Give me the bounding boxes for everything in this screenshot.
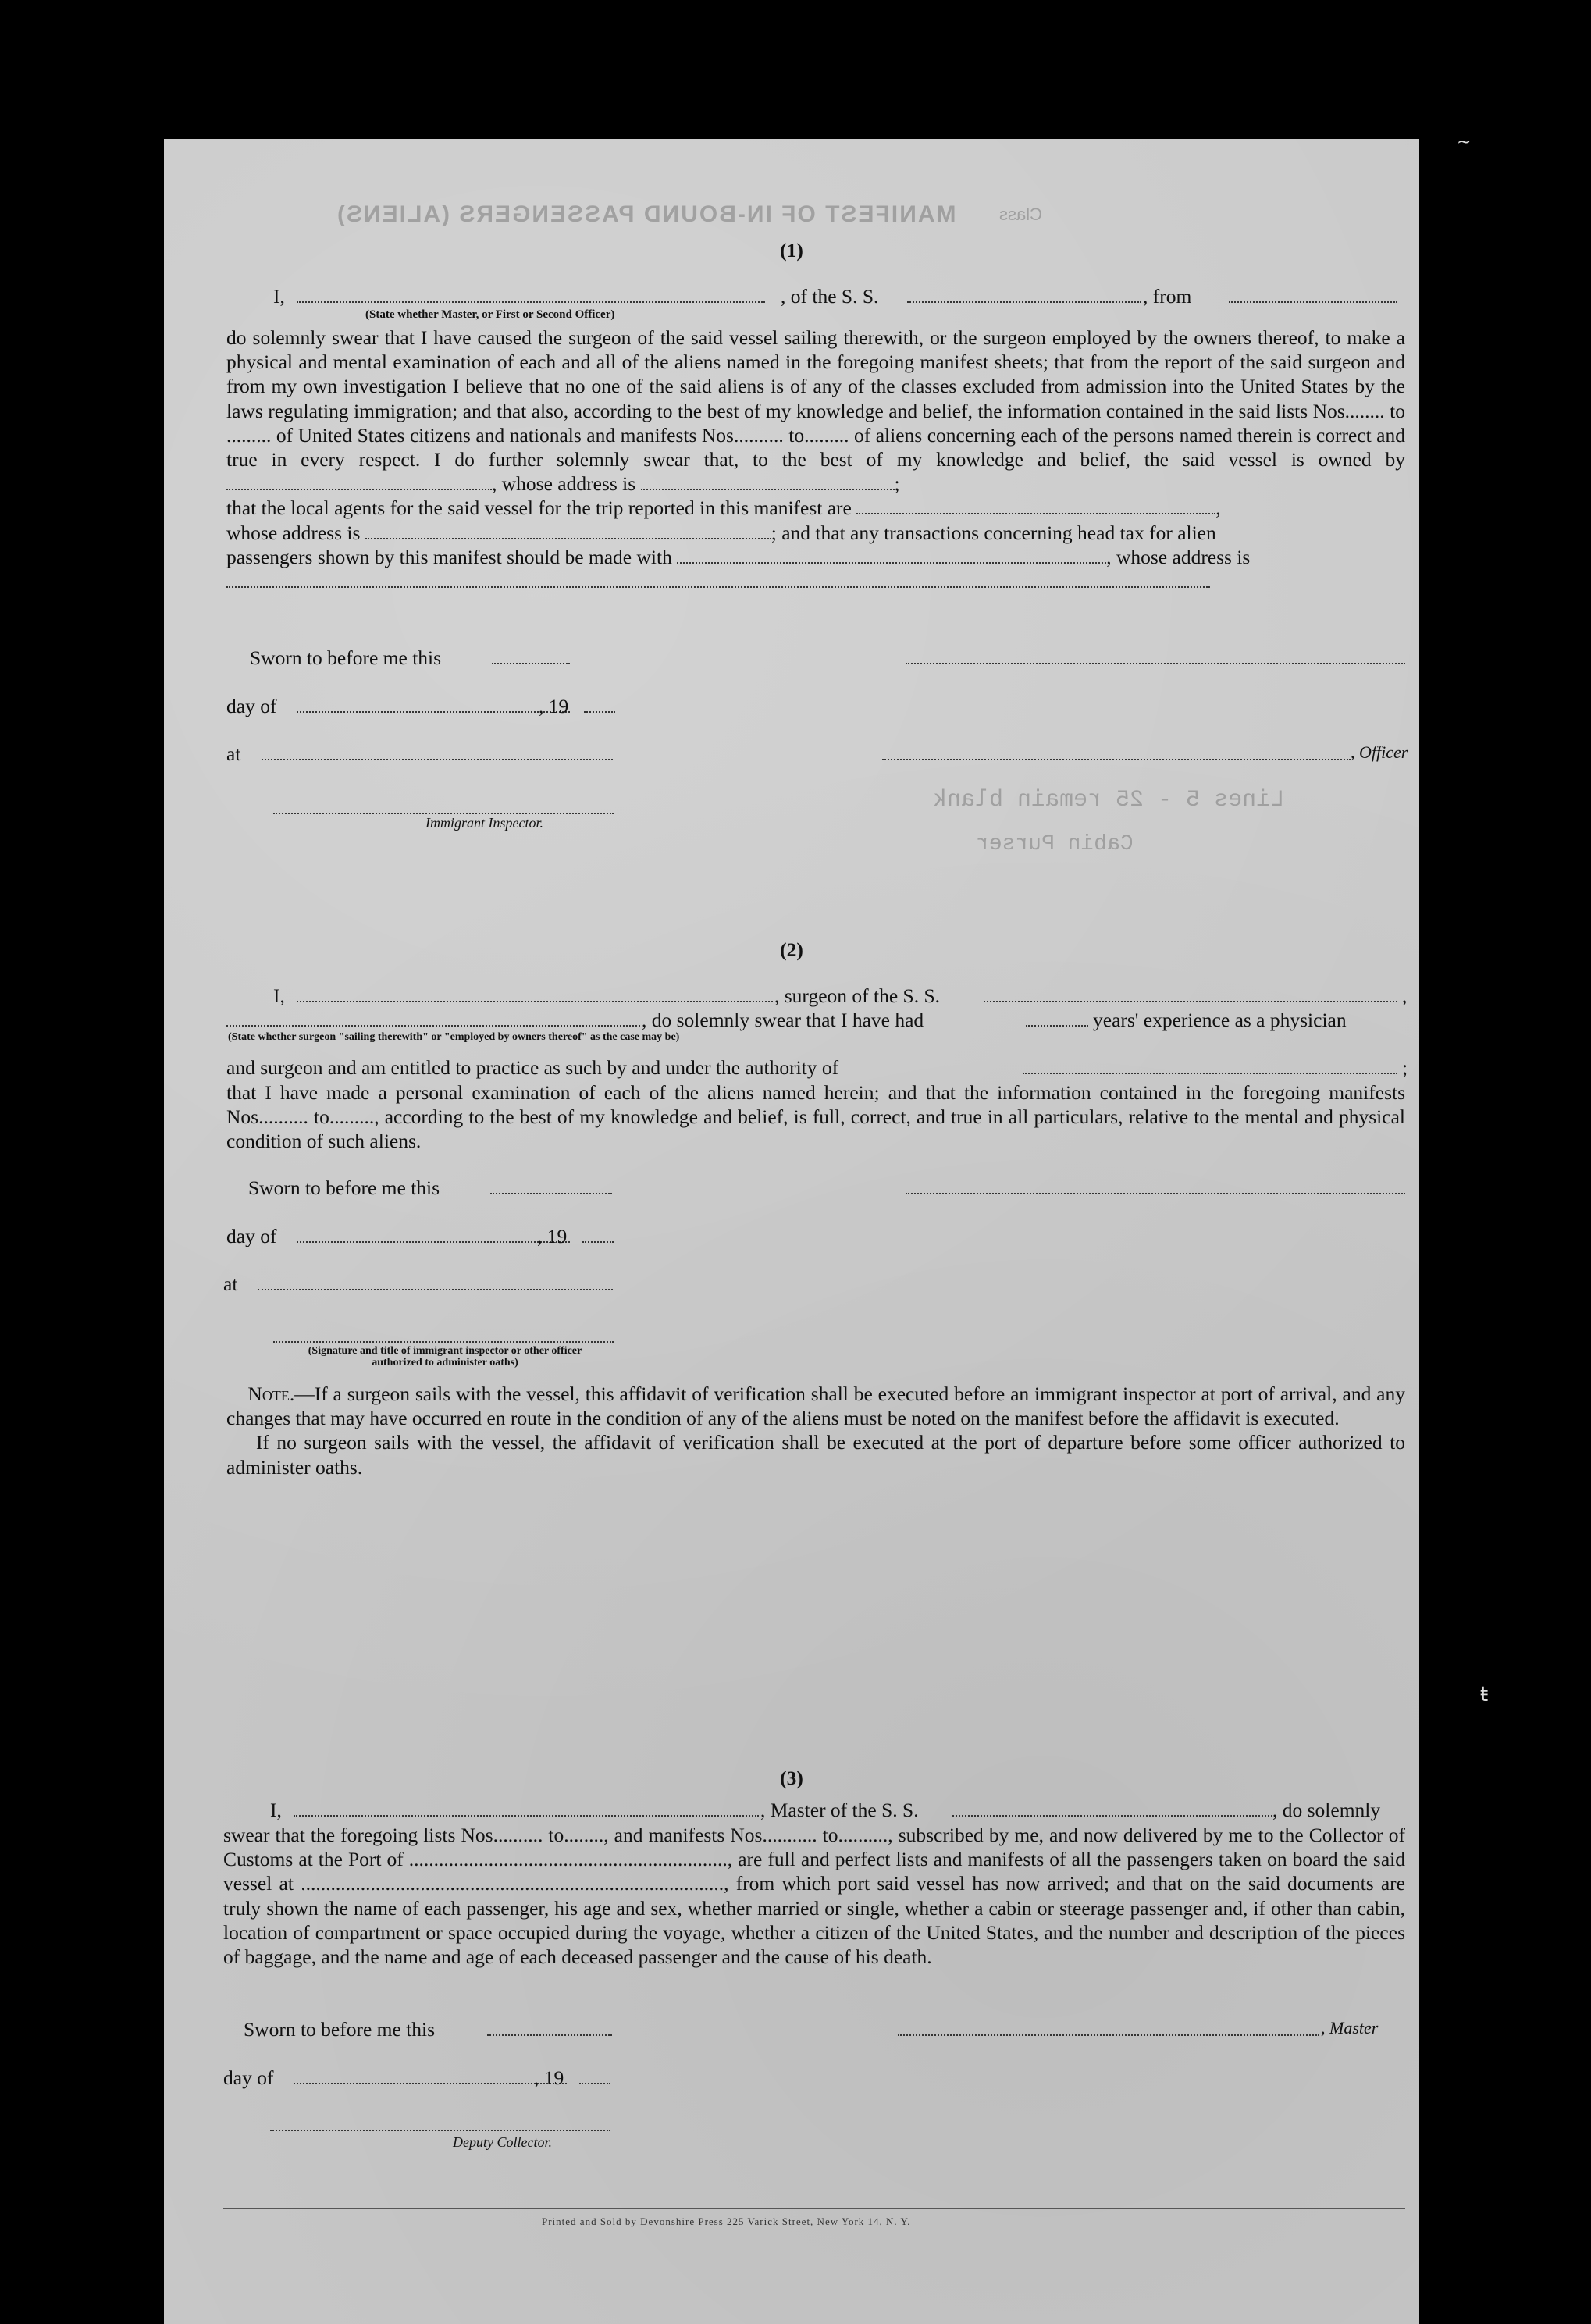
s3-name-field (294, 1815, 759, 1817)
s1-inspector-caption: Immigrant Inspector. (425, 815, 543, 831)
section-1-number: (1) (780, 239, 803, 262)
s2-day-field (297, 1241, 570, 1243)
s3-paragraph: swear that the foregoing lists Nos.......... to........, and manifests Nos........... to.........., subscribed by me, and now delivered by me to the Collector of Customs at the Port of ................................................................, are full and perfect lists and manifests of all the passengers taken on board the said vessel at ....................................................................................., from which port said vessel has now arrived; and that on the said documents are truly shown the name of each passenger, his age and sex, whether married or single, whether a cabin or steerage passenger and, if other than cabin, location of compartment or space occupied during the voyage, whether a citizen of the United States, and the number and description of the pieces of baggage, and the name and age of each deceased passenger and the cause of his death. (223, 1824, 1405, 1969)
s3-master-label: , Master (1321, 2018, 1379, 2038)
s3-day-field (294, 2083, 567, 2084)
s1-at-field (262, 759, 613, 760)
s2-status-field (226, 1025, 640, 1027)
s1-name-field (297, 301, 765, 303)
bleed-through-purser: Cabin Purser (976, 832, 1134, 856)
s3-vessel-field (952, 1815, 1272, 1817)
s1-day-of: day of (226, 695, 277, 717)
s2-sworn-field (490, 1193, 612, 1194)
s2-at: at (223, 1272, 238, 1295)
punch-hole (1478, 2050, 1518, 2091)
s2-inspector-field (273, 1341, 614, 1343)
s2-I: I, (273, 984, 285, 1007)
s3-sworn-field (487, 2034, 612, 2036)
s1-officer-note: (State whether Master, or First or Second Officer) (365, 308, 615, 321)
printer-imprint: Printed and Sold by Devonshire Press 225 Varick Street, New York 14, N. Y. (542, 2215, 911, 2227)
s2-name-field (297, 1001, 773, 1002)
s1-officer-field (882, 759, 1351, 760)
s2-paragraph: that I have made a personal examination of each of the aliens named herein; and that the information contained in the foregoing manifests Nos.......... to........., according to the best of my knowledge and belief, is full, correct, and true in all particulars, relative to the mental and physical condition of such aliens. (226, 1081, 1405, 1153)
s1-I: I, (273, 285, 285, 308)
bleed-through-class: Class (999, 205, 1043, 224)
s3-collector-field (270, 2130, 610, 2131)
s2-years-experience: years' experience as a physician (1093, 1009, 1347, 1031)
s1-sworn: Sworn to before me this (250, 646, 442, 669)
s1-inspector-field (273, 813, 614, 814)
s3-sworn: Sworn to before me this (244, 2018, 436, 2041)
s1-officer-label: , Officer (1351, 742, 1408, 762)
s1-year-field (584, 711, 615, 713)
s1-from-field (1229, 301, 1397, 303)
s3-master-of: , Master of the S. S. (760, 1799, 919, 1821)
s2-note-paragraph: Note.—If a surgeon sails with the vessel, this affidavit of verification shall be executed before an immigrant inspector at port of arrival, and any changes that may have occurred en route in the condition of any of the aliens must be noted on the manifest before the affidavit is executed. If no surgeon sails with the vessel, the affidavit of verification shall be executed at the port of departure before some officer authorized to administer oaths. (226, 1383, 1405, 1479)
punch-hole (1481, 1198, 1522, 1239)
s3-year-field (579, 2083, 610, 2084)
bleed-through-title: MANIFEST OF IN-BOUND PASSENGERS (ALIENS) (336, 201, 956, 227)
footer-rule (223, 2208, 1405, 2209)
manifest-sheet: MANIFEST OF IN-BOUND PASSENGERS (ALIENS) Class Lines 5 - 25 remain blank Cabin Purser (1) I, , of the S. S. , from (State whether Master, or First or Second Officer) do solemnly swear that I have caused the surgeon of the said vessel sailing therewith, or the surgeon employed by the owners thereof, to make a physical and mental examination of each and all of the aliens named in the foregoing manifest sheets; that from the report of the said surgeon and from my own investigation I believe that no one of the said aliens is of any of the classes excluded from admission into the United States by the laws regulating immigration; and that also, according to the best of my knowledge and belief, the information contained in the said lists Nos........ to ......... of United States citizens and nationals and manifests Nos.......... to......... of aliens concerning each of the persons named therein is correct and true in every respect. I do further solemnly swear that, to the best of my knowledge and belief, the said vessel is owned by, whose address is ; that the local agents for the said vessel for the trip reported in this manifest are , whose address is ; and that any transactions concerning head tax for alien passengers shown by this manifest should be made with , whose address is Sworn to before me this day of , 19 at , Officer Immigrant Inspector. (2) I, , surgeon of the S. S. , , do solemnly swear that I have had years' experience as a physician (State whether surgeon "sailing therewith" or "employed by owners thereof" as the case may be) and surgeon and am entitled to practice as such by and under the authority of ; that I have made a personal examination of each of the aliens named herein; and that the information contained in the foregoing manifests Nos.......... to........., according to the best of my knowledge and belief, is full, correct, and true in all particulars, relative to the mental and physical condition of such aliens. Sworn to before me this day of , 19 at (Signature and title of immigrant inspector or other officer authorized to administer oaths) Note.—If a surgeon sails with the vessel, this affidavit of verification shall be executed before an immigrant inspector at port of arrival, and any changes that may have occurred en route in the condition of any of the aliens must be noted on the manifest before the affidavit is executed. If no surgeon sails with the vessel, the affidavit of verification shall be executed at the port of departure before some officer authorized to administer oaths. (3) I, , Master of the S. S. , do solemnly swear that the foregoing lists Nos.......... to........, and manifests Nos........... to.........., subscribed by me, and now delivered by me to the Collector of Customs at the Port of ................................................................, are full and perfect lists and manifests of all the passengers taken on board the said vessel at ....................................................................................., from which port said vessel has now arrived; and that on the said documents are truly shown the name of each passenger, his age and sex, whether married or single, whether a cabin or steerage passenger and, if other than cabin, location of compartment or space occupied during the voyage, whether a citizen of the United States, and the number and description of the pieces of baggage, and the name and age of each deceased passenger and the cause of his death. Sworn to before me this , Master day of , 19 Deputy Collector. Printed and Sold by Devonshire Press 225 Varick Street, New York 14, N. Y. (164, 139, 1419, 2324)
bleed-through-lines-blank: Lines 5 - 25 remain blank (933, 787, 1285, 813)
s1-of-ss: , of the S. S. (781, 285, 879, 308)
s1-signature-field (906, 663, 1405, 664)
s3-I: I, (270, 1799, 282, 1821)
s2-vessel-field (984, 1001, 1397, 1002)
s2-year: , 19 (537, 1225, 568, 1247)
s1-sworn-field (492, 663, 570, 664)
s1-from: , from (1143, 285, 1192, 308)
s1-paragraph: do solemnly swear that I have caused the surgeon of the said vessel sailing therewith, or the surgeon employed by the owners thereof, to make a physical and mental examination of each and all of the aliens named in the foregoing manifest sheets; that from the report of the said surgeon and from my own investigation I believe that no one of the said aliens is of any of the classes excluded from admission into the United States by the laws regulating immigration; and that also, according to the best of my knowledge and belief, the information contained in the said lists Nos........ to ......... of United States citizens and nationals and manifests Nos.......... to......... of aliens concerning each of the persons named therein is correct and true in every respect. I do further solemnly swear that, to the best of my knowledge and belief, the said vessel is owned by, whose address is ; that the local agents for the said vessel for the trip reported in this manifest are , whose address is ; and that any transactions concerning head tax for alien passengers shown by this manifest should be made with , whose address is (226, 326, 1405, 593)
s2-swear: , do solemnly swear that I have had (642, 1009, 924, 1031)
s1-at: at (226, 742, 241, 765)
s3-collector-caption: Deputy Collector. (453, 2134, 552, 2150)
s3-day-of: day of (223, 2066, 274, 2089)
s2-year-field (582, 1241, 614, 1243)
s2-signature-field (906, 1193, 1405, 1194)
s3-year: , 19 (534, 2066, 564, 2089)
margin-tick: ~ (1457, 133, 1472, 152)
s2-note: (State whether surgeon "sailing therewith" or "employed by owners thereof" as the case may be) (228, 1031, 680, 1043)
s2-day-of: day of (226, 1225, 277, 1247)
punch-hole (1481, 350, 1522, 390)
s1-day-field (297, 711, 570, 713)
section-3-number: (3) (780, 1767, 803, 1789)
s3-do-solemnly: , do solemnly (1272, 1799, 1381, 1821)
s2-authority: and surgeon and am entitled to practice as such by and under the authority of (226, 1056, 839, 1079)
s1-vessel-field (907, 301, 1141, 303)
s2-signature-caption: (Signature and title of immigrant inspector or other officer authorized to administer oaths) (308, 1345, 582, 1368)
s3-signature-field (898, 2034, 1319, 2036)
s2-surgeon-of: , surgeon of the S. S. (774, 984, 941, 1007)
section-2-number: (2) (780, 938, 803, 961)
s2-authority-field (1023, 1073, 1397, 1074)
s1-year: , 19 (539, 695, 569, 717)
s2-sworn: Sworn to before me this (248, 1176, 440, 1199)
s2-at-field (258, 1289, 613, 1290)
s2-years-field (1026, 1025, 1088, 1027)
margin-tick: ŧ (1480, 1683, 1489, 1707)
